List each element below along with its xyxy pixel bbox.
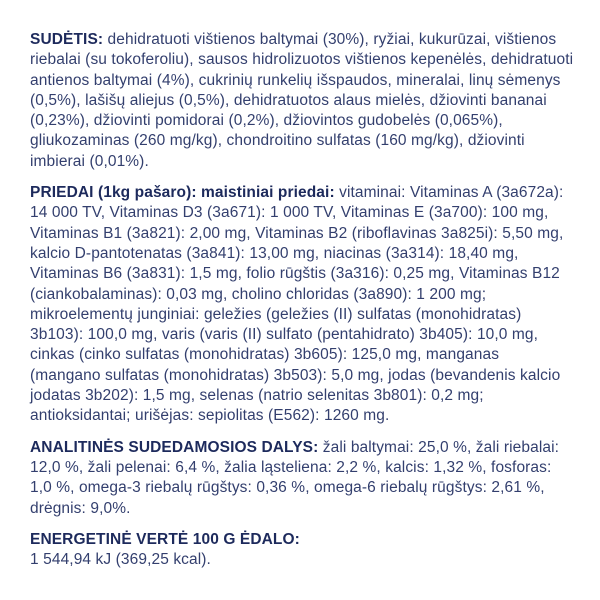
composition-heading: SUDĖTIS: xyxy=(30,31,104,48)
energy-value: 1 544,94 kJ (369,25 kcal). xyxy=(30,551,211,569)
analytical-heading: ANALITINĖS SUDEDAMOSIOS DALYS: xyxy=(30,438,319,456)
energy-paragraph xyxy=(30,530,574,571)
analytical-paragraph xyxy=(30,438,574,519)
energy-heading: ENERGETINĖ VERTĖ 100 G ĖDALO: xyxy=(30,530,300,548)
composition-body: dehidratuoti vištienos baltymai (30%), ryžiai, kukurūzai, vištienos riebalai (su tokoferoliu), sausos hidrolizuotos vištienos kepenėlės, dehidratuoti antienos baltymai (4%), cukrinių runkelių išspaudos, mineralai, linų sėmenys (0,5%), lašišų aliejus (0,5%), dehidratuotos alaus mielės, džiovinti bananai (0,23%), džiovinti pomidorai (0,2%), džiovintos gudobelės (0,065%), gliukozaminas (260 mg/kg), chondroitino sulfatas (160 mg/kg), džiovinti imbierai (0,01%). xyxy=(30,31,574,170)
composition-paragraph xyxy=(30,30,574,172)
additives-body: vitaminai: Vitaminas A (3a672a): 14 000 TV, Vitaminas D3 (3a671): 1 000 TV, Vitaminas E (3a700): 100 mg, Vitaminas B1 (3a821): 2,00 mg, Vitaminas B2 (riboflavinas 3a825i): 5,50 mg, kalcio D-pantotenatas (3a841): 13,00 mg, niacinas (3a314): 18,40 mg, Vitaminas B6 (3a831): 1,5 mg, folio rūgštis (3a316): 0,25 mg, Vitaminas B12 (ciankobalaminas): 0,03 mg, cholino chloridas (3a890): 1 200 mg; mikroelementų junginiai: geležies (geležies (II) sulfatas (monohidratas) 3b103): 100,0 mg, varis (varis (II) sulfato (pentahidrato) 3b405): 10,0 mg, cinkas (cinko sulfatas (monohidratas) 3b605): 125,0 mg, manganas (mangano sulfatas (monohidratas) 3b503): 5,0 mg, jodas (bevandenis kalcio jodatas 3b202): 1,5 mg, selenas (natrio selenitas 3b801): 0,2 mg; antioksidantai; urišėjas: sepiolitas (E562): 1260 mg. xyxy=(30,184,564,425)
analytical-body: žali baltymai: 25,0 %, žali riebalai: 12,0 %, žali pelenai: 6,4 %, žalia ląsteliena: 2,2 %, kalcis: 1,32 %, fosforas: 1,0 %, omega-3 riebalų rūgštys: 0,36 %, omega-6 riebalų rūgštys: 2,61 %, drėgnis: 9,0%. xyxy=(30,438,560,517)
additives-paragraph xyxy=(30,183,574,427)
additives-heading: PRIEDAI (1kg pašaro): maistiniai priedai: xyxy=(30,184,335,202)
